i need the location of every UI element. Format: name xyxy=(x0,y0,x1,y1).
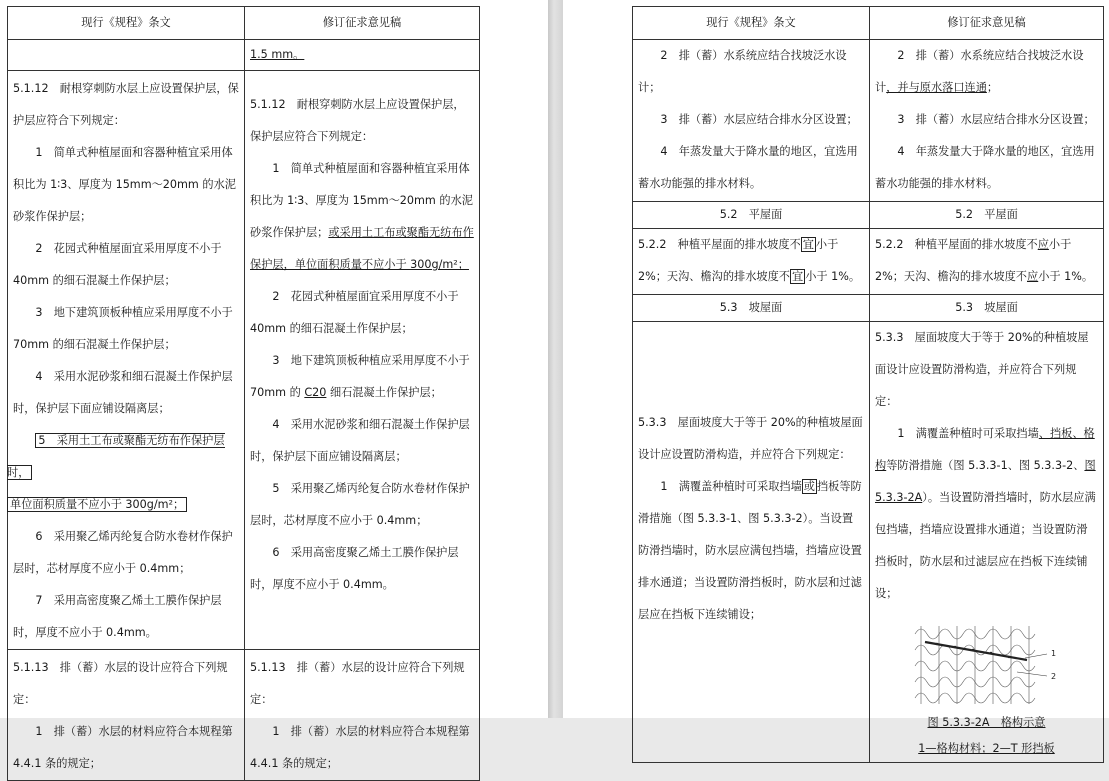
section-heading: 5.2 平屋面 xyxy=(633,202,870,229)
clause-item: 2 花园式种植屋面宜采用厚度不小于 40mm 的细石混凝土作保护层； xyxy=(13,242,222,287)
clause-text: 1 满覆盖种植时可采取挡墙 xyxy=(897,427,1039,440)
revised-text: 1.5 mm。 xyxy=(250,48,305,61)
r-row3-revised xyxy=(870,322,1104,763)
clause-item: 6 采用聚乙烯丙纶复合防水卷材作保护层时，芯材厚度不应小于 0.4mm； xyxy=(13,530,233,575)
clause-item: 3 排（蓄）水层应结合排水分区设置； xyxy=(660,113,858,126)
comparison-table-right xyxy=(632,6,1104,763)
highlight-box: 宜 xyxy=(792,270,804,283)
clause-text: 1 满覆盖种植时可采取挡墙 xyxy=(660,480,802,493)
clause-text: 小于 1%。 xyxy=(805,270,861,283)
row2-revised xyxy=(245,71,480,650)
highlight-box: 单位面积质量不应小于 300g/m²； xyxy=(7,497,187,512)
clause-item xyxy=(875,40,1098,104)
row3-current xyxy=(8,650,245,781)
clause-item-highlight xyxy=(7,425,239,489)
clause-item: 1 排（蓄）水层的材料应符合本规程第 4.4.1 条的规定； xyxy=(250,725,470,770)
clause-item: 4 年蒸发量大于降水量的地区，宜选用蓄水功能强的排水材料。 xyxy=(875,145,1095,190)
clause-title: 5.3.3 屋面坡度大于等于 20%的种植坡屋面设计应设置防滑构造，并应符合下列规定： xyxy=(875,331,1089,408)
r-row3-current xyxy=(633,322,870,763)
clause-item: 3 地下建筑顶板种植应采用厚度不小于 70mm 的细石混凝土作保护层； xyxy=(13,306,233,351)
clause-title: 5.1.12 耐根穿刺防水层上应设置保护层，保护层应符合下列规定： xyxy=(13,82,239,127)
page-left xyxy=(0,0,548,770)
section-heading: 5.3 坡屋面 xyxy=(633,295,870,322)
clause-item: 1 简单式种植屋面和容器种植宜采用体积比为 1∶3、厚度为 15mm～20mm 的水泥砂浆作保护层； xyxy=(13,146,236,223)
revised-text: C20 xyxy=(304,386,327,399)
r-row1-revised xyxy=(870,40,1104,202)
clause-text: 挡板等防滑措施（图 5.3.3-1、图 5.3.3-2）。当设置防滑挡墙时，防水层应满包挡墙，挡墙应设置排水通道；当设置防滑挡板时，防水层和过滤层应在挡板下连续铺设； xyxy=(638,480,862,621)
row2-current xyxy=(8,71,245,650)
clause-item: 6 采用高密度聚乙烯土工膜作保护层时，厚度不应小于 0.4mm。 xyxy=(250,546,459,591)
clause-text: 1 简单式种植屋面和容器种植宜采用体积比为 1∶3、厚度为 15mm～20mm 的水泥砂浆作保护层； xyxy=(250,162,473,239)
clause-text: 3 地下建筑顶板种植应采用厚度不小于 70mm 的 xyxy=(250,354,470,399)
clause-item: 1 排（蓄）水层的材料应符合本规程第 4.4.1 条的规定； xyxy=(13,725,233,770)
clause-item: 5 采用聚乙烯丙纶复合防水卷材作保护层时，芯材厚度不应小于 0.4mm； xyxy=(250,482,470,527)
header-current: 现行《规程》条文 xyxy=(8,7,245,40)
clause-text: 2 排（蓄）水系统应结合找坡泛水设计 xyxy=(875,49,1084,94)
revised-text: 图 5.3.3-2A xyxy=(875,459,1096,504)
r-row2-revised xyxy=(870,229,1104,295)
clause-title: 5.1.12 耐根穿刺防水层上应设置保护层，保护层应符合下列规定： xyxy=(250,98,465,143)
clause-text: 小于 2%；天沟、檐沟的排水坡度不 xyxy=(875,238,1072,283)
section-heading: 5.2 平屋面 xyxy=(870,202,1104,229)
lattice-diagram xyxy=(907,614,1067,710)
row1-revised xyxy=(245,40,480,71)
clause-text: 细石混凝土作保护层； xyxy=(326,386,442,399)
page-right xyxy=(563,0,1109,755)
clause-item: 4 年蒸发量大于降水量的地区，宜选用蓄水功能强的排水材料。 xyxy=(638,145,858,190)
highlight-box: 或 xyxy=(803,480,815,493)
clause-item: 2 排（蓄）水系统应结合找坡泛水设计； xyxy=(638,49,847,94)
clause-item xyxy=(250,153,474,281)
header-revised: 修订征求意见稿 xyxy=(870,7,1104,40)
clause-item: 3 排（蓄）水层应结合排水分区设置； xyxy=(897,113,1095,126)
clause-item xyxy=(875,229,1098,293)
row1-current xyxy=(8,40,245,71)
highlight-box: 宜 xyxy=(802,238,814,251)
revised-text: ，并与原水落口连通 xyxy=(886,81,987,94)
clause-item: 7 采用高密度聚乙烯土工膜作保护层时，厚度不应小于 0.4mm。 xyxy=(13,594,222,639)
clause-text: 5.2.2 种植平屋面的排水坡度不 xyxy=(875,238,1038,251)
clause-item xyxy=(638,229,864,293)
highlight-box: 5 采用土工布或聚酯无纺布作保护层时， xyxy=(7,434,225,479)
row3-revised xyxy=(245,650,480,781)
figure-legend xyxy=(875,736,1098,762)
r-row1-current xyxy=(633,40,870,202)
revised-text: 应 xyxy=(1027,270,1039,283)
revised-text: 、挡板、格构 xyxy=(875,427,1095,472)
clause-text: 等防滑措施（图 5.3.3-1、图 5.3.3-2、 xyxy=(886,459,1085,472)
clause-item xyxy=(875,418,1098,610)
clause-text: ； xyxy=(986,81,999,94)
figure-lattice xyxy=(875,610,1098,762)
header-current: 现行《规程》条文 xyxy=(633,7,870,40)
revised-text: 应 xyxy=(1037,238,1049,251)
clause-title: 5.1.13 排（蓄）水层的设计应符合下列规定： xyxy=(13,661,228,706)
clause-title: 5.1.13 排（蓄）水层的设计应符合下列规定： xyxy=(250,661,465,706)
clause-text: ）。当设置防滑挡墙时，防水层应满包挡墙，挡墙应设置排水通道；当设置防滑挡板时，防水层和过滤层应在挡板下连续铺设； xyxy=(875,491,1096,600)
page-gutter xyxy=(548,0,563,718)
r-row2-current xyxy=(633,229,870,295)
revised-text: 图 5.3.3-2A 格构示意 xyxy=(927,716,1046,729)
revised-text: 或采用土工布或聚酯无纺布作保护层，单位面积质量不应小于 300g/m²； xyxy=(250,226,474,271)
clause-item: 4 采用水泥砂浆和细石混凝土作保护层时，保护层下面应铺设隔离层； xyxy=(13,370,233,415)
clause-title: 5.3.3 屋面坡度大于等于 20%的种植坡屋面设计应设置防滑构造，并应符合下列规定： xyxy=(638,416,863,461)
clause-text: 小于 1%。 xyxy=(1038,270,1094,283)
clause-item-highlight xyxy=(7,489,239,521)
section-heading: 5.3 坡屋面 xyxy=(870,295,1104,322)
clause-text: 5.2.2 种植平屋面的排水坡度不 xyxy=(638,238,801,251)
clause-item xyxy=(638,471,864,631)
callout-2: 2 xyxy=(1050,672,1056,681)
clause-item: 2 花园式种植屋面宜采用厚度不小于 40mm 的细石混凝土作保护层； xyxy=(250,290,459,335)
revised-text: 1—格构材料；2—T 形挡板 xyxy=(918,742,1055,755)
header-revised: 修订征求意见稿 xyxy=(245,7,480,40)
figure-caption xyxy=(875,710,1098,736)
clause-text: 小于 2%；天沟、檐沟的排水坡度不 xyxy=(638,238,839,283)
comparison-table-left xyxy=(7,6,480,781)
callout-1: 1 xyxy=(1050,649,1056,658)
clause-item: 4 采用水泥砂浆和细石混凝土作保护层时，保护层下面应铺设隔离层； xyxy=(250,418,470,463)
clause-item xyxy=(250,345,474,409)
